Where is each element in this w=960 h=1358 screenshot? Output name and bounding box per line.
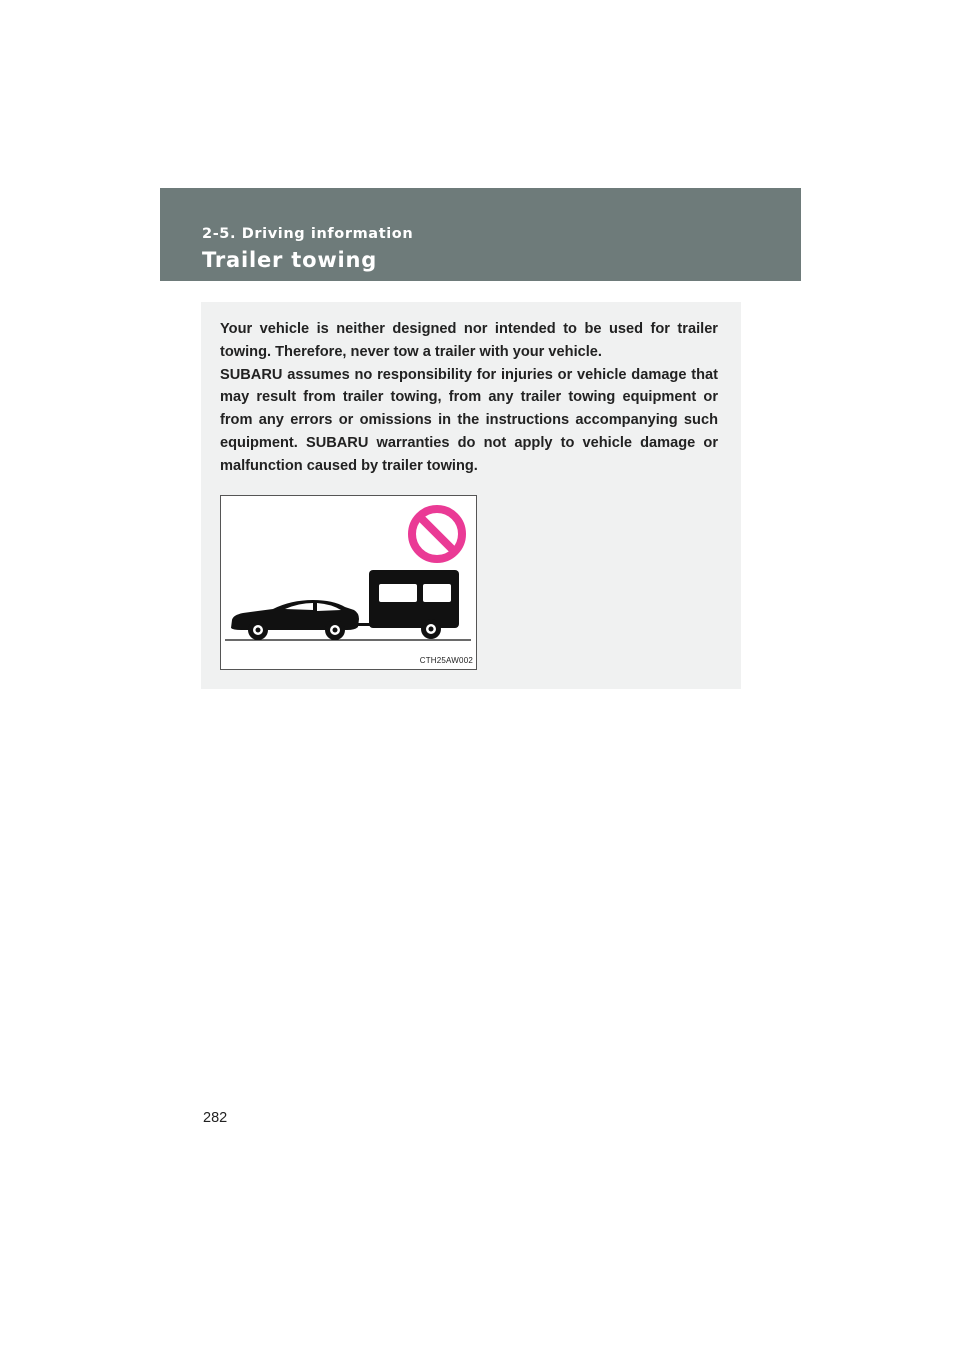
trailer-icon [348,570,459,639]
car-icon [231,600,359,640]
notice-text [220,318,718,478]
prohibition-icon [412,509,462,559]
page-title: Trailer towing [202,248,378,272]
figure-code: CTH25AW002 [419,656,473,665]
section-label: 2-5. Driving information [202,226,414,242]
notice-box [201,302,741,689]
notice-paragraph-2: SUBARU assumes no responsibility for injuries or vehicle damage that may result from trailer towing, from any trailer towing equipment or from any errors or omissions in the instructions accompanying such equipment. SUBARU warranties do not apply to vehicle damage or malfunction caused by trailer towing. [220,366,718,474]
page-number: 282 [203,1110,228,1126]
notice-paragraph-1: Your vehicle is neither designed nor intended to be used for trailer towing. Therefore, never tow a trailer with your vehicle. [220,321,718,360]
towing-illustration [220,495,477,670]
towing-illustration-graphic [221,496,476,669]
header-band [160,188,801,281]
